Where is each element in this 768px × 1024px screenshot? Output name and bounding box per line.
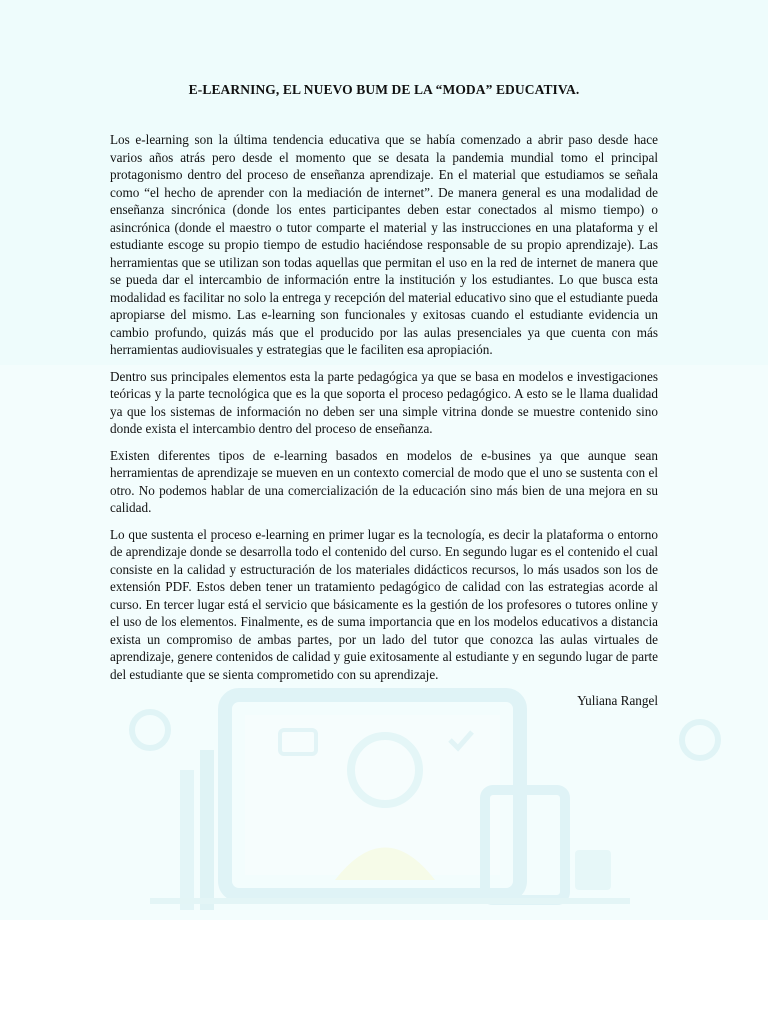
document-content: [110, 82, 658, 709]
book-shape: [180, 770, 194, 910]
document-title: E-LEARNING, EL NUEVO BUM DE LA “MODA” EDUCATIVA.: [188, 82, 580, 97]
cup-icon: [575, 850, 611, 890]
desk-shape: [150, 898, 630, 904]
book-shape: [200, 750, 214, 910]
paragraph: Lo que sustenta el proceso e-learning en primer lugar es la tecnología, es decir la plataforma o entorno de aprendizaje donde se desarrolla todo el contenido del curso. En segundo lugar es el contenido el cual consiste en la calidad y estructuración de los materiales didácticos recursos, lo más usados son los de extensión PDF. Estos deben tener un tratamiento pedagógico de calidad con las estrategias acorde al curso. En tercer lugar está el servicio que básicamente es la gestión de los profesores o tutores online y el uso de los elementos. Finalmente, es de suma importancia que en los modelos educativos a distancia exista un compromiso de ambas partes, por un lado del tutor que conozca las aulas virtuales de aprendizaje, genere contenidos de calidad y guie exitosamente al estudiante y en segundo lugar de parte del estudiante que se sienta comprometido con su aprendizaje.: [110, 526, 658, 682]
paragraph: Existen diferentes tipos de e-learning basados en modelos de e-busines ya que aunque sean herramientas de aprendizaje se mueven en un contexto comercial de modo que el uno se sustenta con el otro. No podemos hablar de una comercialización de la educación sino más bien de una mejora en su calidad.: [110, 447, 658, 515]
author-signature: Yuliana Rangel: [577, 693, 658, 708]
lightbulb-icon: [682, 722, 718, 758]
paragraph: Los e-learning son la última tendencia educativa que se había comenzado a abrir paso desde hace varios años atrás pero desde el momento que se desata la pandemia mundial tomo el principal protagonismo dentro del proceso de enseñanza aprendizaje. En el material que estudiamos se señala como “el hecho de aprender con la mediación de internet”. De manera general es una modalidad de enseñanza sincrónica (donde los entes participantes deben estar conectados al mismo tiempo) o asincrónica (donde el maestro o tutor comparte el material y las instrucciones en una plataforma y el estudiante escoge su propio tiempo de estudio haciéndose responsable de su propio aprendizaje). Las herramientas que se utilizan son todas aquellas que permitan el uso en la red de internet de manera que se pueda dar el intercambio de información entre la institución y los estudiantes. Lo que busca esta modalidad es facilitar no solo la entrega y recepción del material educativo sino que el estudiante pueda apropiarse del mismo. Las e-learning son funcionales y exitosas cuando el estudiante evidencia un cambio profundo, quizás más que el producido por las aulas presenciales ya que cuenta con más herramientas audiovisuales y estrategias que le faciliten esa apropiación.: [110, 132, 658, 357]
lightbulb-icon: [132, 712, 168, 748]
paragraph: Dentro sus principales elementos esta la parte pedagógica ya que se basa en modelos e investigaciones teóricas y la parte tecnológica que es la que soporta el proceso pedagógico. A esto se le llama dualidad ya que los sistemas de información no deben ser una simple vitrina donde se muestre contenido sino donde exista el intercambio dentro del proceso de enseñanza.: [110, 368, 658, 436]
